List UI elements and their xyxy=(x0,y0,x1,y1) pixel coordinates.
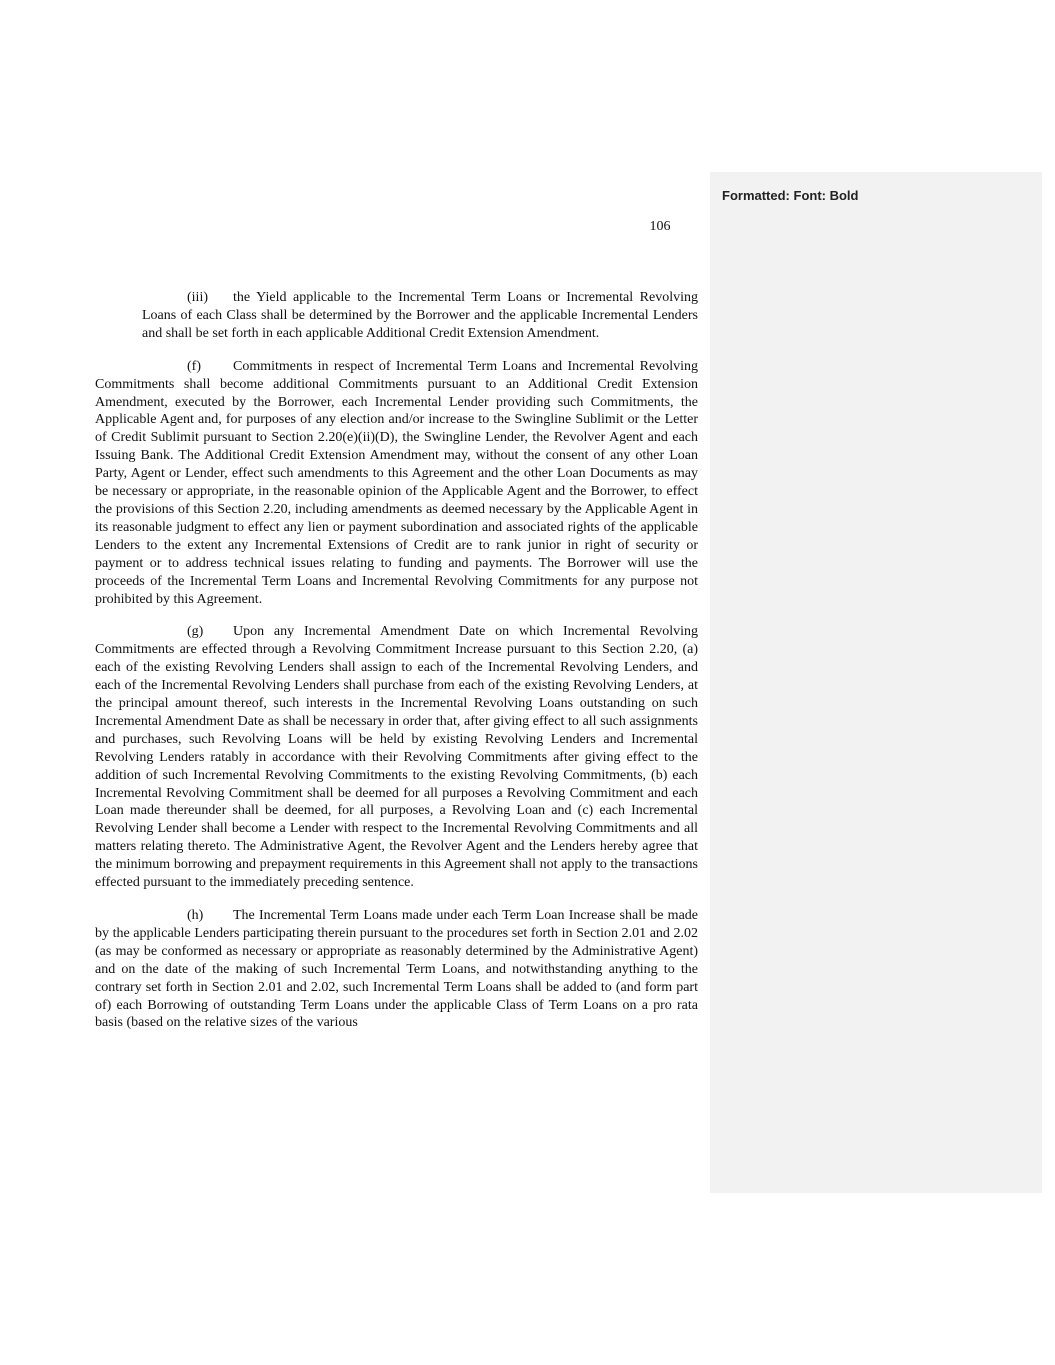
paragraph-text: Upon any Incremental Amendment Date on which Incremental Revolving Commitments are effected through a Revolving Commitment Increase pursuant to this Section 2.20, (a) each of the existing Revolving Lenders shall assign to each of the Incremental Revolving Lenders, and each of the Incremental Revolving Lenders shall purchase from each of the existing Revolving Lenders, at the principal amount thereof, such interests in the Incremental Revolving Loans outstanding on such Incremental Amendment Date as shall be necessary in order that, after giving effect to all such assignments and purchases, such Revolving Loans will be held by existing Revolving Lenders and Incremental Revolving Lenders ratably in accordance with their Revolving Commitments after giving effect to the addition of such Incremental Revolving Commitments to the existing Revolving Commitments, (b) each Incremental Revolving Commitment shall be deemed for all purposes a Revolving Commitment and each Loan made thereunder shall be deemed, for all purposes, a Revolving Loan and (c) each Incremental Revolving Lender shall become a Lender with respect to the Incremental Revolving Commitments and all matters relating thereto. The Administrative Agent, the Revolver Agent and the Lenders hereby agree that the minimum borrowing and prepayment requirements in this Agreement shall not apply to the transactions effected pursuant to the immediately preceding sentence. xyxy=(95,624,698,891)
document-body xyxy=(95,289,698,1047)
paragraph-label: (g) xyxy=(187,624,204,640)
paragraph-label: (iii) xyxy=(187,290,208,305)
comment-format-note[interactable]: Formatted: Font: Bold xyxy=(722,188,859,203)
paragraph-label: (h) xyxy=(187,908,204,923)
paragraph-f xyxy=(95,358,698,609)
paragraph-iii xyxy=(142,289,698,343)
paragraph-g xyxy=(95,623,698,892)
page-number: 106 xyxy=(649,219,671,234)
paragraph-text: the Yield applicable to the Incremental Term Loans or Incremental Revolving Loans of each Class shall be determined by the Borrower and the applicable Incremental Lenders and shall be set forth in each applicable Additional Credit Extension Amendment. xyxy=(142,290,698,341)
paragraph-text: Commitments in respect of Incremental Term Loans and Incremental Revolving Commitments shall become additional Commitments pursuant to an Additional Credit Extension Amendment, executed by the Borrower, each Incremental Lender providing such Commitments, the Applicable Agent and, for purposes of any election and/or increase to the Swingline Sublimit or the Letter of Credit Sublimit pursuant to Section 2.20(e)(ii)(D), the Swingline Lender, the Revolver Agent and each Issuing Bank. The Additional Credit Extension Amendment may, without the consent of any other Loan Party, Agent or Lender, effect such amendments to this Agreement and the other Loan Documents as may be necessary or appropriate, in the reasonable opinion of the Applicable Agent and the Borrower, to effect the provisions of this Section 2.20, including amendments as deemed necessary by the Applicable Agent in its reasonable judgment to effect any lien or payment subordination and associated rights of the applicable Lenders to the extent any Incremental Extensions of Credit are to rank junior in right of security or payment or to address technical issues relating to funding and payments. The Borrower will use the proceeds of the Incremental Term Loans and Incremental Revolving Commitments for any purpose not prohibited by this Agreement. xyxy=(95,358,698,607)
paragraph-h xyxy=(95,907,698,1032)
paragraph-label: (f) xyxy=(187,358,201,374)
paragraph-text: The Incremental Term Loans made under each Term Loan Increase shall be made by the applicable Lenders participating therein pursuant to the procedures set forth in Section 2.01 and 2.02 (as may be conformed as necessary or appropriate as reasonably determined by the Administrative Agent) and on the date of the making of such Incremental Term Loans, and notwithstanding anything to the contrary set forth in Section 2.01 and 2.02, such Incremental Term Loans shall be added to (and form part of) each Borrowing of outstanding Term Loans under the applicable Class of Term Loans on a pro rata basis (based on the relative sizes of the various xyxy=(95,908,698,1031)
comment-pane xyxy=(710,172,1042,1193)
